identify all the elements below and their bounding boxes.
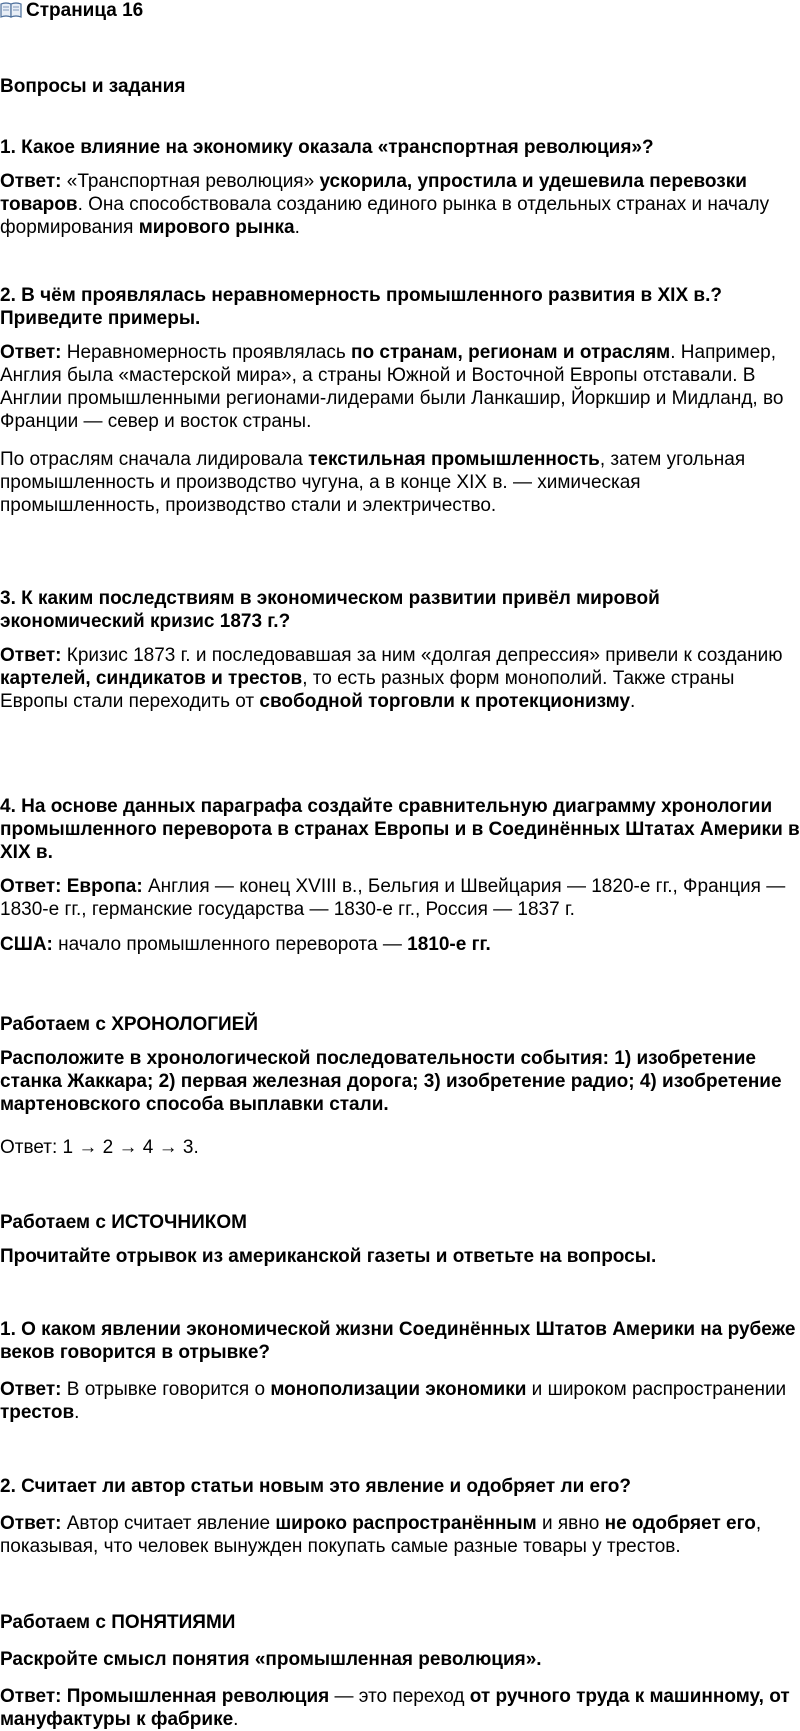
open-book-icon bbox=[0, 1, 22, 25]
answer-2-paragraph-2: По отраслям сначала лидировала текстильная промышленность, затем угольная промышленность и производство чугуна, а в конце XIX в. — химическая промышленность, производство стали и электричество. bbox=[0, 449, 746, 516]
section-title: Вопросы и задания bbox=[0, 76, 186, 97]
question-3: 3. К каким последствиям в экономическом развитии привёл мировой экономический кризис 1873 г.? bbox=[0, 588, 660, 632]
chronology-answer: Ответ: 1 → 2 → 4 → 3. bbox=[0, 1137, 199, 1158]
page-header bbox=[0, 0, 143, 25]
question-1: 1. Какое влияние на экономику оказала «транспортная революция»? bbox=[0, 137, 654, 158]
source-answer-2: Ответ: Автор считает явление широко распространённым и явно не одобряет его, показывая, что человек вынужден покупать самые разные товары у трестов. bbox=[0, 1513, 762, 1557]
question-2: 2. В чём проявлялась неравномерность промышленного развития в XIX в.? Приведите примеры. bbox=[0, 285, 722, 329]
source-task: Прочитайте отрывок из американской газеты и ответьте на вопросы. bbox=[0, 1246, 657, 1267]
question-4: 4. На основе данных параграфа создайте сравнительную диаграмму хронологии промышленного переворота в странах Европы и в Соединённых Штатах Америки в XIX в. bbox=[0, 796, 800, 863]
concepts-answer: Ответ: Промышленная революция — это переход от ручного труда к машинному, от мануфактуры к фабрике. bbox=[0, 1686, 790, 1730]
concepts-title: Работаем с ПОНЯТИЯМИ bbox=[0, 1612, 236, 1633]
answer-2: Ответ: Неравномерность проявлялась по странам, регионам и отраслям. Например, Англия была «мастерской мира», а страны Южной и Восточной Европы отставали. В Англии промышленными регионами-лидерами были Ланкашир, Йоркшир и Мидланд, во Франции — север и восток страны. bbox=[0, 342, 784, 432]
answer-4-europe: Ответ: Европа: Англия — конец XVIII в., Бельгия и Швейцария — 1820-е гг., Франция — 1830-е гг., германские государства — 1830-е гг., Россия — 1837 г. bbox=[0, 876, 786, 920]
source-title: Работаем с ИСТОЧНИКОМ bbox=[0, 1212, 247, 1233]
answer-1: Ответ: «Транспортная революция» ускорила, упростила и удешевила перевозки товаров. Она способствовала созданию единого рынка в отдельных странах и началу формирования мирового рынка. bbox=[0, 171, 770, 238]
source-question-2: 2. Считает ли автор статьи новым это явление и одобряет ли его? bbox=[0, 1476, 631, 1497]
source-answer-1: Ответ: В отрывке говорится о монополизации экономики и широком распространении трестов. bbox=[0, 1379, 787, 1423]
source-question-1: 1. О каком явлении экономической жизни Соединённых Штатов Америки на рубеже веков говорится в отрывке? bbox=[0, 1319, 796, 1363]
concepts-task: Раскройте смысл понятия «промышленная революция». bbox=[0, 1649, 542, 1670]
answer-3: Ответ: Кризис 1873 г. и последовавшая за ним «долгая депрессия» привели к созданию картелей, синдикатов и трестов, то есть разных форм монополий. Также страны Европы стали переходить от свободной торговли к протекционизму. bbox=[0, 645, 783, 712]
chronology-task: Расположите в хронологической последовательности события: 1) изобретение станка Жаккара; 2) первая железная дорога; 3) изобретение радио; 4) изобретение мартеновского способа выплавки стали. bbox=[0, 1048, 782, 1115]
answer-4-usa: США: начало промышленного переворота — 1810-е гг. bbox=[0, 934, 491, 955]
chronology-title: Работаем с ХРОНОЛОГИЕЙ bbox=[0, 1014, 258, 1035]
page-title: Страница 16 bbox=[26, 0, 144, 21]
